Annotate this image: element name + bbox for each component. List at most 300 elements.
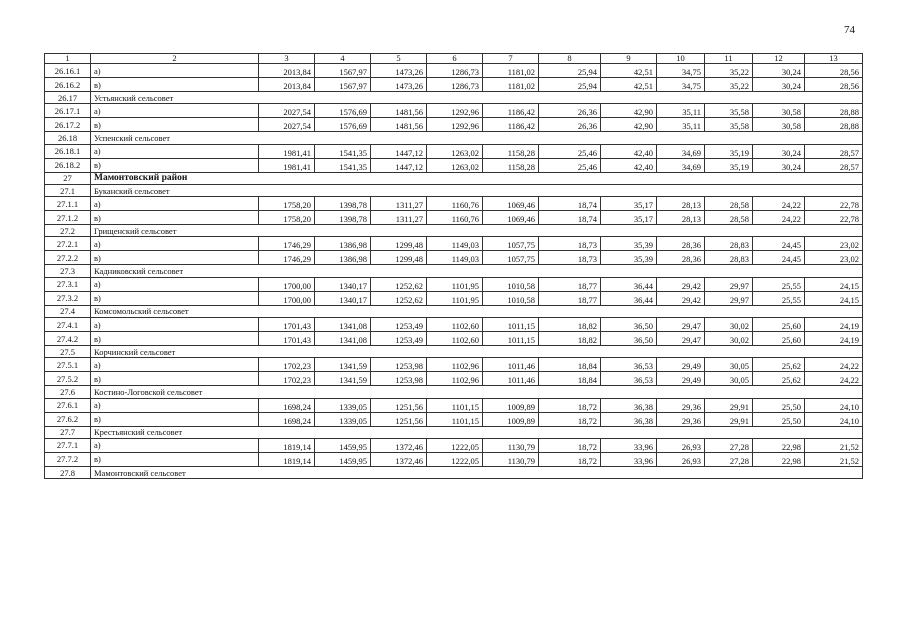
value-cell: 28,57	[805, 144, 863, 158]
value-cell: 25,50	[753, 398, 805, 412]
row-label: в)	[91, 412, 259, 426]
table-row	[45, 118, 863, 132]
value-cell: 18,72	[539, 398, 601, 412]
value-cell: 1252,62	[371, 291, 427, 305]
value-cell: 1222,05	[427, 438, 483, 452]
row-code: 26.17.1	[45, 104, 91, 118]
value-cell: 1567,97	[315, 78, 371, 92]
row-code: 27.1.1	[45, 197, 91, 211]
value-cell: 1069,46	[483, 211, 539, 225]
row-label: в)	[91, 372, 259, 386]
row-label: в)	[91, 452, 259, 466]
table-row	[45, 158, 863, 172]
value-cell: 1339,05	[315, 412, 371, 426]
row-label: а)	[91, 318, 259, 332]
value-cell: 28,36	[657, 237, 705, 251]
value-cell: 1222,05	[427, 452, 483, 466]
table-body	[45, 64, 863, 479]
value-cell: 30,05	[705, 372, 753, 386]
section-row	[45, 305, 863, 317]
value-cell: 1011,15	[483, 332, 539, 346]
table-row	[45, 277, 863, 291]
row-label: в)	[91, 211, 259, 225]
value-cell: 34,69	[657, 158, 705, 172]
value-cell: 36,50	[601, 318, 657, 332]
value-cell: 42,90	[601, 118, 657, 132]
row-code: 27.2.2	[45, 251, 91, 265]
value-cell: 25,60	[753, 332, 805, 346]
value-cell: 1252,62	[371, 277, 427, 291]
value-cell: 25,55	[753, 277, 805, 291]
row-label: а)	[91, 398, 259, 412]
value-cell: 28,36	[657, 251, 705, 265]
value-cell: 28,83	[705, 237, 753, 251]
value-cell: 36,50	[601, 332, 657, 346]
value-cell: 28,13	[657, 211, 705, 225]
table-row	[45, 372, 863, 386]
value-cell: 1341,59	[315, 372, 371, 386]
value-cell: 28,58	[705, 211, 753, 225]
value-cell: 1340,17	[315, 291, 371, 305]
column-header: 3	[259, 54, 315, 64]
value-cell: 29,36	[657, 398, 705, 412]
value-cell: 1160,76	[427, 197, 483, 211]
column-header: 7	[483, 54, 539, 64]
row-label: а)	[91, 197, 259, 211]
section-name: Успенский сельсовет	[91, 132, 863, 144]
value-cell: 29,97	[705, 277, 753, 291]
value-cell: 1009,89	[483, 398, 539, 412]
value-cell: 29,47	[657, 332, 705, 346]
value-cell: 29,49	[657, 358, 705, 372]
value-cell: 1459,95	[315, 452, 371, 466]
value-cell: 1746,29	[259, 237, 315, 251]
value-cell: 28,56	[805, 78, 863, 92]
page-number: 74	[844, 24, 855, 36]
value-cell: 1398,78	[315, 211, 371, 225]
value-cell: 30,58	[753, 104, 805, 118]
value-cell: 30,58	[753, 118, 805, 132]
table-row	[45, 237, 863, 251]
section-row	[45, 184, 863, 196]
value-cell: 1702,23	[259, 358, 315, 372]
value-cell: 1981,41	[259, 158, 315, 172]
value-cell: 1130,79	[483, 452, 539, 466]
table-row	[45, 452, 863, 466]
section-name: Крестьянский сельсовет	[91, 426, 863, 438]
value-cell: 25,55	[753, 291, 805, 305]
row-code: 27.1	[45, 184, 91, 196]
value-cell: 1341,59	[315, 358, 371, 372]
value-cell: 28,13	[657, 197, 705, 211]
value-cell: 1339,05	[315, 398, 371, 412]
value-cell: 35,17	[601, 211, 657, 225]
row-code: 27.6	[45, 386, 91, 398]
row-code: 27.7.2	[45, 452, 91, 466]
value-cell: 1746,29	[259, 251, 315, 265]
value-cell: 21,52	[805, 452, 863, 466]
value-cell: 30,05	[705, 358, 753, 372]
value-cell: 1181,02	[483, 78, 539, 92]
table-row	[45, 64, 863, 78]
value-cell: 1253,98	[371, 358, 427, 372]
section-name: Корчинский сельсовет	[91, 346, 863, 358]
column-header: 10	[657, 54, 705, 64]
value-cell: 27,28	[705, 438, 753, 452]
value-cell: 30,02	[705, 332, 753, 346]
value-cell: 24,19	[805, 332, 863, 346]
value-cell: 21,52	[805, 438, 863, 452]
row-code: 27.2.1	[45, 237, 91, 251]
table-row	[45, 251, 863, 265]
row-code: 27.4.1	[45, 318, 91, 332]
value-cell: 1057,75	[483, 251, 539, 265]
row-code: 27.4.2	[45, 332, 91, 346]
section-name: Комсомольский сельсовет	[91, 305, 863, 317]
row-code: 26.17	[45, 92, 91, 104]
value-cell: 1700,00	[259, 277, 315, 291]
value-cell: 22,78	[805, 211, 863, 225]
value-cell: 2027,54	[259, 118, 315, 132]
row-label: а)	[91, 358, 259, 372]
row-label: а)	[91, 438, 259, 452]
value-cell: 34,75	[657, 78, 705, 92]
value-cell: 1069,46	[483, 197, 539, 211]
section-row	[45, 265, 863, 277]
value-cell: 42,51	[601, 64, 657, 78]
value-cell: 25,46	[539, 144, 601, 158]
row-label: в)	[91, 78, 259, 92]
value-cell: 1473,26	[371, 78, 427, 92]
section-row	[45, 132, 863, 144]
value-cell: 1160,76	[427, 211, 483, 225]
section-row	[45, 346, 863, 358]
value-cell: 1299,48	[371, 237, 427, 251]
value-cell: 1181,02	[483, 64, 539, 78]
row-code: 26.16.2	[45, 78, 91, 92]
value-cell: 26,36	[539, 104, 601, 118]
row-code: 26.17.2	[45, 118, 91, 132]
row-label: а)	[91, 144, 259, 158]
row-code: 27.5	[45, 346, 91, 358]
value-cell: 1149,03	[427, 237, 483, 251]
section-row	[45, 225, 863, 237]
section-name: Кадниковский сельсовет	[91, 265, 863, 277]
row-code: 27.3.1	[45, 277, 91, 291]
section-row	[45, 466, 863, 478]
value-cell: 1186,42	[483, 118, 539, 132]
column-header: 2	[91, 54, 259, 64]
value-cell: 1386,98	[315, 237, 371, 251]
row-code: 27	[45, 172, 91, 184]
value-cell: 1701,43	[259, 318, 315, 332]
value-cell: 18,82	[539, 318, 601, 332]
value-cell: 1299,48	[371, 251, 427, 265]
row-code: 27.8	[45, 466, 91, 478]
value-cell: 22,98	[753, 452, 805, 466]
value-cell: 24,10	[805, 398, 863, 412]
value-cell: 36,44	[601, 277, 657, 291]
value-cell: 18,84	[539, 372, 601, 386]
value-cell: 29,97	[705, 291, 753, 305]
value-cell: 28,83	[705, 251, 753, 265]
value-cell: 24,15	[805, 277, 863, 291]
value-cell: 35,39	[601, 237, 657, 251]
value-cell: 1263,02	[427, 144, 483, 158]
table-row	[45, 78, 863, 92]
value-cell: 33,96	[601, 438, 657, 452]
value-cell: 18,72	[539, 438, 601, 452]
value-cell: 1253,49	[371, 318, 427, 332]
value-cell: 1186,42	[483, 104, 539, 118]
row-code: 26.16.1	[45, 64, 91, 78]
row-code: 27.4	[45, 305, 91, 317]
value-cell: 1698,24	[259, 412, 315, 426]
row-label: в)	[91, 251, 259, 265]
column-header: 9	[601, 54, 657, 64]
value-cell: 36,38	[601, 412, 657, 426]
value-cell: 24,22	[753, 197, 805, 211]
value-cell: 18,72	[539, 412, 601, 426]
value-cell: 1481,56	[371, 118, 427, 132]
value-cell: 1102,96	[427, 372, 483, 386]
value-cell: 1011,15	[483, 318, 539, 332]
table-row	[45, 412, 863, 426]
value-cell: 42,51	[601, 78, 657, 92]
value-cell: 24,15	[805, 291, 863, 305]
value-cell: 1698,24	[259, 398, 315, 412]
value-cell: 1253,98	[371, 372, 427, 386]
value-cell: 24,22	[805, 358, 863, 372]
value-cell: 1341,08	[315, 332, 371, 346]
value-cell: 24,45	[753, 251, 805, 265]
value-cell: 1341,08	[315, 318, 371, 332]
row-code: 27.6.1	[45, 398, 91, 412]
table-row	[45, 104, 863, 118]
value-cell: 33,96	[601, 452, 657, 466]
section-name: Устьянский сельсовет	[91, 92, 863, 104]
value-cell: 1576,69	[315, 118, 371, 132]
value-cell: 29,91	[705, 398, 753, 412]
tariff-table	[44, 53, 863, 479]
value-cell: 35,17	[601, 197, 657, 211]
value-cell: 27,28	[705, 452, 753, 466]
table-row	[45, 144, 863, 158]
value-cell: 1541,35	[315, 144, 371, 158]
column-header: 4	[315, 54, 371, 64]
row-label: а)	[91, 64, 259, 78]
value-cell: 1576,69	[315, 104, 371, 118]
value-cell: 26,36	[539, 118, 601, 132]
value-cell: 1263,02	[427, 158, 483, 172]
value-cell: 18,74	[539, 197, 601, 211]
value-cell: 24,22	[753, 211, 805, 225]
value-cell: 1340,17	[315, 277, 371, 291]
value-cell: 1292,96	[427, 118, 483, 132]
value-cell: 1819,14	[259, 452, 315, 466]
value-cell: 1101,15	[427, 398, 483, 412]
value-cell: 29,36	[657, 412, 705, 426]
value-cell: 18,72	[539, 452, 601, 466]
table-row	[45, 398, 863, 412]
value-cell: 1130,79	[483, 438, 539, 452]
row-code: 26.18.2	[45, 158, 91, 172]
row-code: 27.1.2	[45, 211, 91, 225]
value-cell: 23,02	[805, 251, 863, 265]
value-cell: 35,58	[705, 104, 753, 118]
row-code: 27.7.1	[45, 438, 91, 452]
value-cell: 23,02	[805, 237, 863, 251]
row-label: в)	[91, 158, 259, 172]
value-cell: 26,93	[657, 438, 705, 452]
value-cell: 30,24	[753, 158, 805, 172]
value-cell: 26,93	[657, 452, 705, 466]
row-code: 27.5.2	[45, 372, 91, 386]
value-cell: 1447,12	[371, 158, 427, 172]
value-cell: 1251,56	[371, 412, 427, 426]
value-cell: 1102,96	[427, 358, 483, 372]
value-cell: 1311,27	[371, 211, 427, 225]
value-cell: 1700,00	[259, 291, 315, 305]
value-cell: 1009,89	[483, 412, 539, 426]
value-cell: 29,91	[705, 412, 753, 426]
column-header: 1	[45, 54, 91, 64]
value-cell: 25,46	[539, 158, 601, 172]
row-code: 27.6.2	[45, 412, 91, 426]
table-row	[45, 318, 863, 332]
value-cell: 30,02	[705, 318, 753, 332]
value-cell: 1010,58	[483, 291, 539, 305]
district-row	[45, 172, 863, 184]
value-cell: 2013,84	[259, 64, 315, 78]
value-cell: 1253,49	[371, 332, 427, 346]
value-cell: 22,78	[805, 197, 863, 211]
value-cell: 25,62	[753, 372, 805, 386]
value-cell: 1101,95	[427, 277, 483, 291]
row-label: в)	[91, 332, 259, 346]
value-cell: 34,75	[657, 64, 705, 78]
value-cell: 18,84	[539, 358, 601, 372]
value-cell: 1101,15	[427, 412, 483, 426]
value-cell: 24,10	[805, 412, 863, 426]
section-row	[45, 386, 863, 398]
column-header: 6	[427, 54, 483, 64]
value-cell: 2027,54	[259, 104, 315, 118]
value-cell: 35,39	[601, 251, 657, 265]
value-cell: 28,56	[805, 64, 863, 78]
value-cell: 35,22	[705, 78, 753, 92]
value-cell: 36,38	[601, 398, 657, 412]
value-cell: 36,53	[601, 358, 657, 372]
value-cell: 1102,60	[427, 318, 483, 332]
value-cell: 42,90	[601, 104, 657, 118]
value-cell: 1057,75	[483, 237, 539, 251]
value-cell: 25,50	[753, 412, 805, 426]
section-name: Костино-Логовской сельсовет	[91, 386, 863, 398]
row-label: а)	[91, 237, 259, 251]
value-cell: 30,24	[753, 64, 805, 78]
value-cell: 1158,28	[483, 158, 539, 172]
value-cell: 1158,28	[483, 144, 539, 158]
value-cell: 30,24	[753, 144, 805, 158]
value-cell: 1758,20	[259, 197, 315, 211]
value-cell: 1286,73	[427, 64, 483, 78]
value-cell: 25,94	[539, 78, 601, 92]
table-row	[45, 211, 863, 225]
value-cell: 1149,03	[427, 251, 483, 265]
value-cell: 24,45	[753, 237, 805, 251]
value-cell: 1311,27	[371, 197, 427, 211]
value-cell: 1101,95	[427, 291, 483, 305]
value-cell: 29,42	[657, 291, 705, 305]
section-row	[45, 92, 863, 104]
value-cell: 1386,98	[315, 251, 371, 265]
value-cell: 1372,46	[371, 438, 427, 452]
value-cell: 1459,95	[315, 438, 371, 452]
section-name: Буканский сельсовет	[91, 184, 863, 196]
value-cell: 1010,58	[483, 277, 539, 291]
value-cell: 18,77	[539, 291, 601, 305]
row-label: а)	[91, 104, 259, 118]
column-header: 8	[539, 54, 601, 64]
value-cell: 1251,56	[371, 398, 427, 412]
value-cell: 42,40	[601, 144, 657, 158]
value-cell: 29,42	[657, 277, 705, 291]
value-cell: 1481,56	[371, 104, 427, 118]
value-cell: 24,22	[805, 372, 863, 386]
value-cell: 1286,73	[427, 78, 483, 92]
value-cell: 1011,46	[483, 372, 539, 386]
value-cell: 18,73	[539, 251, 601, 265]
value-cell: 1372,46	[371, 452, 427, 466]
value-cell: 35,58	[705, 118, 753, 132]
section-name: Мамонтовский сельсовет	[91, 466, 863, 478]
value-cell: 1981,41	[259, 144, 315, 158]
value-cell: 28,58	[705, 197, 753, 211]
value-cell: 1567,97	[315, 64, 371, 78]
value-cell: 35,19	[705, 144, 753, 158]
row-label: в)	[91, 118, 259, 132]
value-cell: 1292,96	[427, 104, 483, 118]
table-row	[45, 332, 863, 346]
row-code: 27.5.1	[45, 358, 91, 372]
value-cell: 35,22	[705, 64, 753, 78]
value-cell: 25,62	[753, 358, 805, 372]
value-cell: 35,11	[657, 118, 705, 132]
value-cell: 29,47	[657, 318, 705, 332]
value-cell: 36,53	[601, 372, 657, 386]
section-name: Грищенский сельсовет	[91, 225, 863, 237]
value-cell: 18,74	[539, 211, 601, 225]
value-cell: 1011,46	[483, 358, 539, 372]
value-cell: 25,94	[539, 64, 601, 78]
column-header: 12	[753, 54, 805, 64]
row-code: 27.7	[45, 426, 91, 438]
column-header: 13	[805, 54, 863, 64]
row-code: 27.3.2	[45, 291, 91, 305]
value-cell: 28,88	[805, 104, 863, 118]
row-code: 27.3	[45, 265, 91, 277]
value-cell: 34,69	[657, 144, 705, 158]
value-cell: 1102,60	[427, 332, 483, 346]
value-cell: 28,57	[805, 158, 863, 172]
table-row	[45, 291, 863, 305]
value-cell: 35,11	[657, 104, 705, 118]
value-cell: 2013,84	[259, 78, 315, 92]
row-code: 26.18	[45, 132, 91, 144]
value-cell: 1702,23	[259, 372, 315, 386]
table-row	[45, 197, 863, 211]
